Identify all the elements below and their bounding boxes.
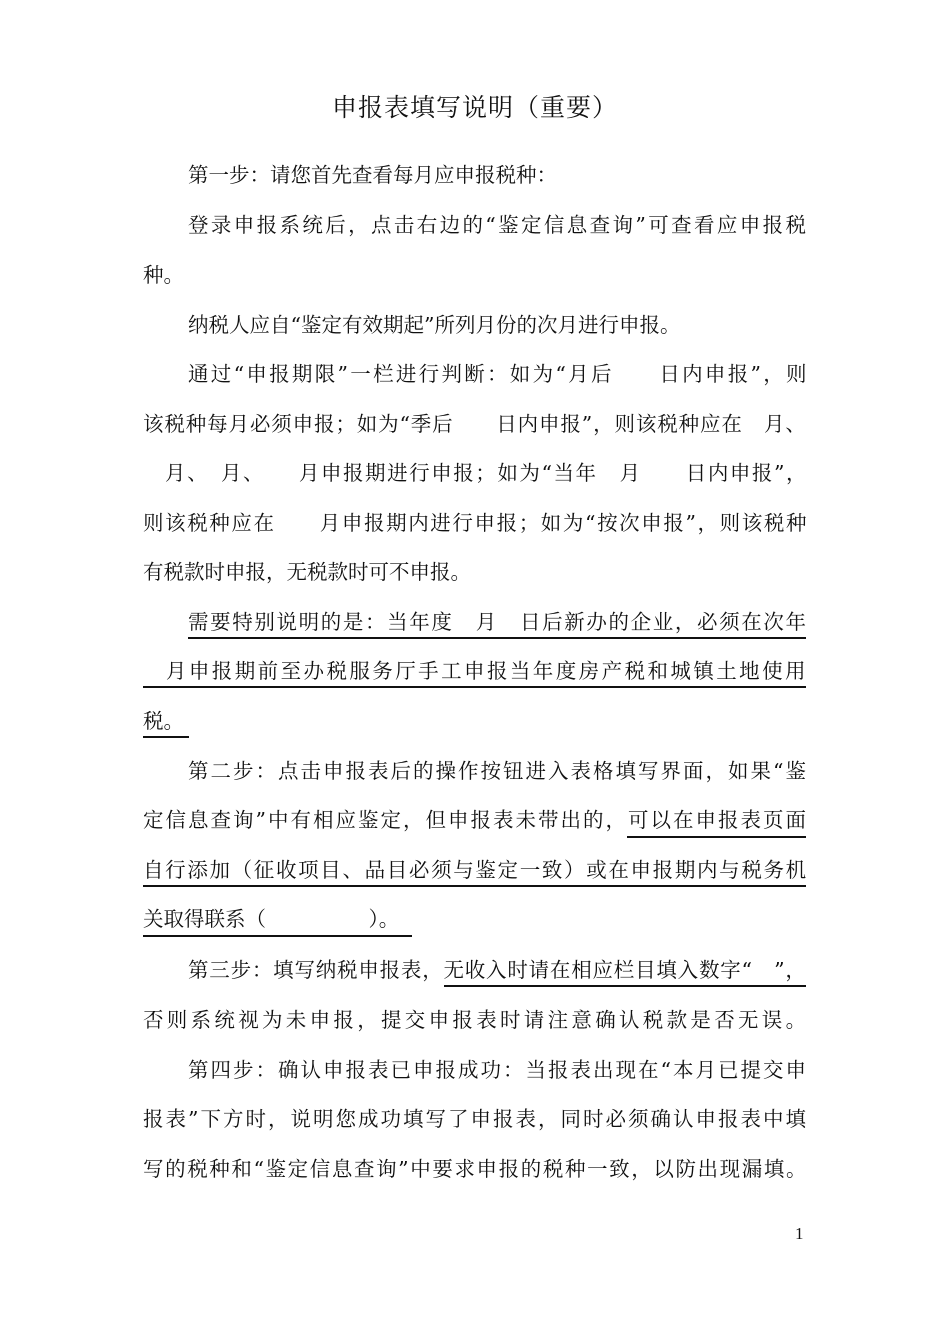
underline	[143, 686, 806, 688]
paragraph-line: 月、 月、 月申报期进行申报；如为“当年 月 日内申报”，	[143, 461, 809, 485]
paragraph-line: 第一步：请您首先查看每月应申报税种：	[188, 163, 557, 187]
underline	[143, 885, 806, 887]
paragraph-line: 种。	[143, 263, 184, 287]
page-title: 申报表填写说明（重要）	[331, 93, 618, 122]
paragraph-line: 通过“申报期限”一栏进行判断：如为“月后 日内申报”，则	[188, 362, 809, 386]
paragraph-line: 否则系统视为未申报，提交申报表时请注意确认税款是否无误。	[143, 1008, 810, 1032]
paragraph-line: 自行添加（征收项目、品目必须与鉴定一致）或在申报期内与税务机	[143, 858, 808, 882]
underline	[188, 637, 806, 639]
underline	[143, 935, 412, 937]
note-line: 需要特别说明的是：当年度 月 日后新办的企业，必须在次年	[188, 610, 808, 634]
note-line: 月申报期前至办税服务厅手工申报当年度房产税和城镇土地使用	[143, 659, 808, 683]
underline	[444, 985, 806, 987]
paragraph-line: 报表”下方时，说明您成功填写了申报表，同时必须确认申报表中填	[143, 1107, 808, 1131]
paragraph-line: 第二步：点击申报表后的操作按钮进入表格填写界面，如果“鉴	[188, 759, 808, 783]
paragraph-line: 则该税种应在 月申报期内进行申报；如为“按次申报”，则该税种	[143, 511, 809, 535]
underline	[143, 736, 189, 738]
underline	[627, 836, 806, 838]
paragraph-line: 关取得联系（ ）。	[143, 907, 400, 931]
page-number: 1	[795, 1224, 804, 1243]
paragraph-line: 第三步：填写纳税申报表，无收入时请在相应栏目填入数字“ ”，	[188, 958, 807, 982]
paragraph-line: 有税款时申报，无税款时可不申报。	[143, 560, 471, 584]
paragraph-line: 第四步：确认申报表已申报成功：当报表出现在“本月已提交申	[188, 1058, 808, 1082]
paragraph-line: 定信息查询”中有相应鉴定，但申报表未带出的，可以在申报表页面	[143, 808, 808, 832]
paragraph-line: 写的税种和“鉴定信息查询”中要求申报的税种一致，以防出现漏填。	[143, 1157, 809, 1181]
paragraph-line: 该税种每月必须申报；如为“季后 日内申报”，则该税种应在 月、	[143, 412, 807, 436]
paragraph-line: 纳税人应自“鉴定有效期起”所列月份的次月进行申报。	[188, 313, 681, 337]
note-line: 税。	[143, 709, 184, 733]
paragraph-line: 登录申报系统后，点击右边的“鉴定信息查询”可查看应申报税	[188, 213, 809, 237]
